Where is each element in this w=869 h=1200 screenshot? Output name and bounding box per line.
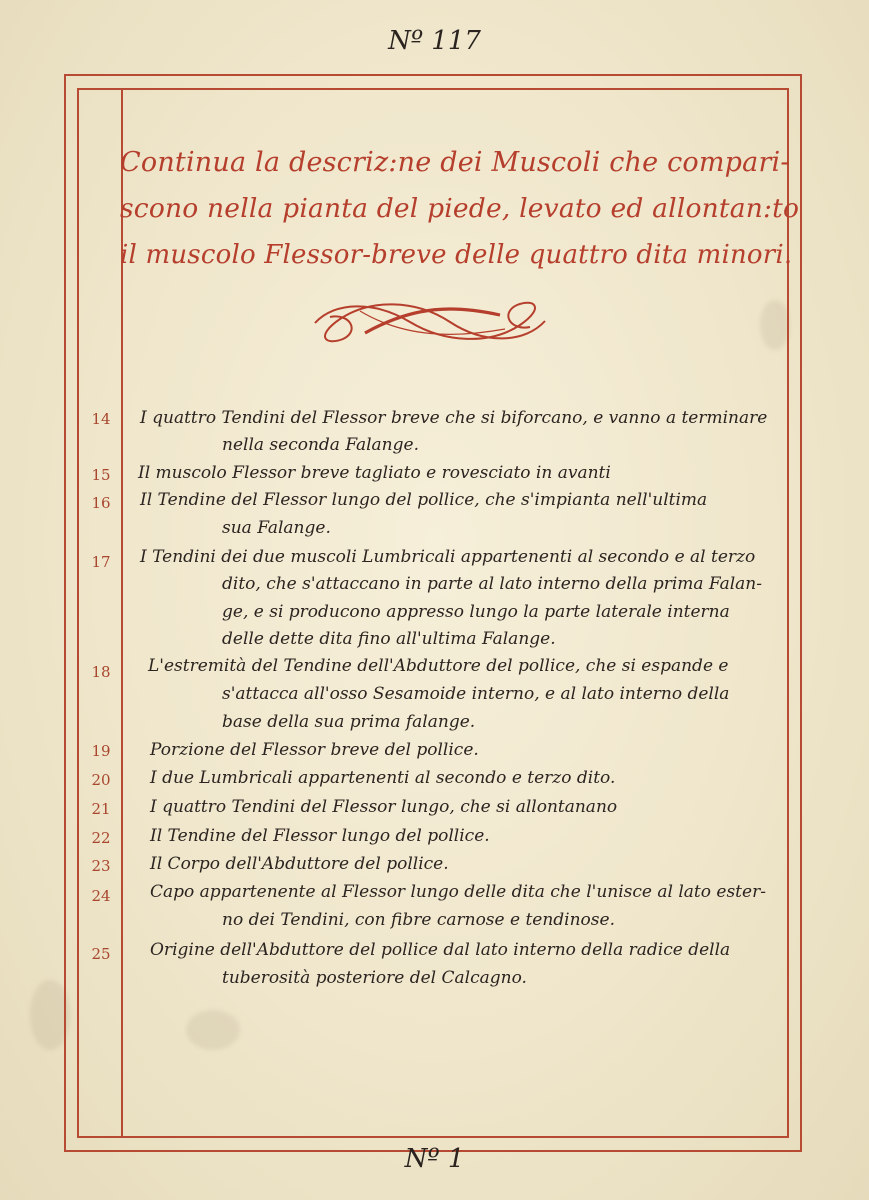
entry-text-line: Origine dell'Abduttore del pollice dal lato interno della radice della [150,940,731,960]
entry-text-line: L'estremità del Tendine dell'Abduttore del pollice, che si espande e [148,656,729,676]
title-line-2: scono nella pianta del piede, levato ed allontan:to [120,193,800,224]
entry-text-line: I quattro Tendini del Flessor breve che si biforcano, e vanno a terminare [140,408,768,428]
entry-text-line: s'attacca all'osso Sesamoide interno, e al lato interno della [222,684,730,704]
entry-text-line: I Tendini dei due muscoli Lumbricali appartenenti al secondo e al terzo [140,547,756,567]
entry-text-line: sua Falange. [222,518,331,538]
entry-number: 18 [91,663,111,681]
entry-text-line: Il Tendine del Flessor lungo del pollice, che s'impianta nell'ultima [140,490,708,510]
entry-text-line: delle dette dita fino all'ultima Falange. [222,629,556,649]
entry-text-line: ge, e si producono appresso lungo la parte laterale interna [222,602,730,622]
entry-number: 19 [91,742,111,760]
entry-number: 16 [91,494,111,512]
page-footer-number: Nº 1 [404,1144,465,1174]
entry-text-line: Il muscolo Flessor breve tagliato e rovesciato in avanti [138,463,611,483]
entry-text-line: Il Tendine del Flessor lungo del pollice. [150,826,490,846]
entry-text-line: I due Lumbricali appartenenti al secondo e terzo dito. [150,768,616,788]
entry-number: 24 [91,887,111,905]
entry-text-line: Il Corpo dell'Abduttore del pollice. [150,854,449,874]
page-header-number: Nº 117 [388,26,481,56]
entry-number: 15 [91,466,111,484]
entry-text-line: tuberosità posteriore del Calcagno. [222,968,527,988]
entry-number: 25 [91,945,111,963]
entry-text-line: no dei Tendini, con fibre carnose e tendinose. [222,910,615,930]
entry-number: 23 [91,857,111,875]
entry-text-line: nella seconda Falange. [222,435,419,455]
title-line-3: il muscolo Flessor-breve delle quattro dita minori. [120,240,793,270]
entry-number: 20 [91,771,111,789]
title-line-1: Continua la descriz:ne dei Muscoli che compari- [120,147,790,178]
entry-number: 22 [91,829,111,847]
entry-text-line: base della sua prima falange. [222,712,476,732]
entry-text-line: Porzione del Flessor breve del pollice. [150,740,479,760]
entry-number: 21 [91,800,111,818]
entry-text-line: I quattro Tendini del Flessor lungo, che si allontanano [150,797,618,817]
entry-text-line: Capo appartenente al Flessor lungo delle dita che l'unisce al lato ester- [150,882,766,902]
entry-text-line: dito, che s'attaccano in parte al lato interno della prima Falan- [222,574,762,594]
entry-number: 14 [91,410,111,428]
entry-number: 17 [91,553,111,571]
